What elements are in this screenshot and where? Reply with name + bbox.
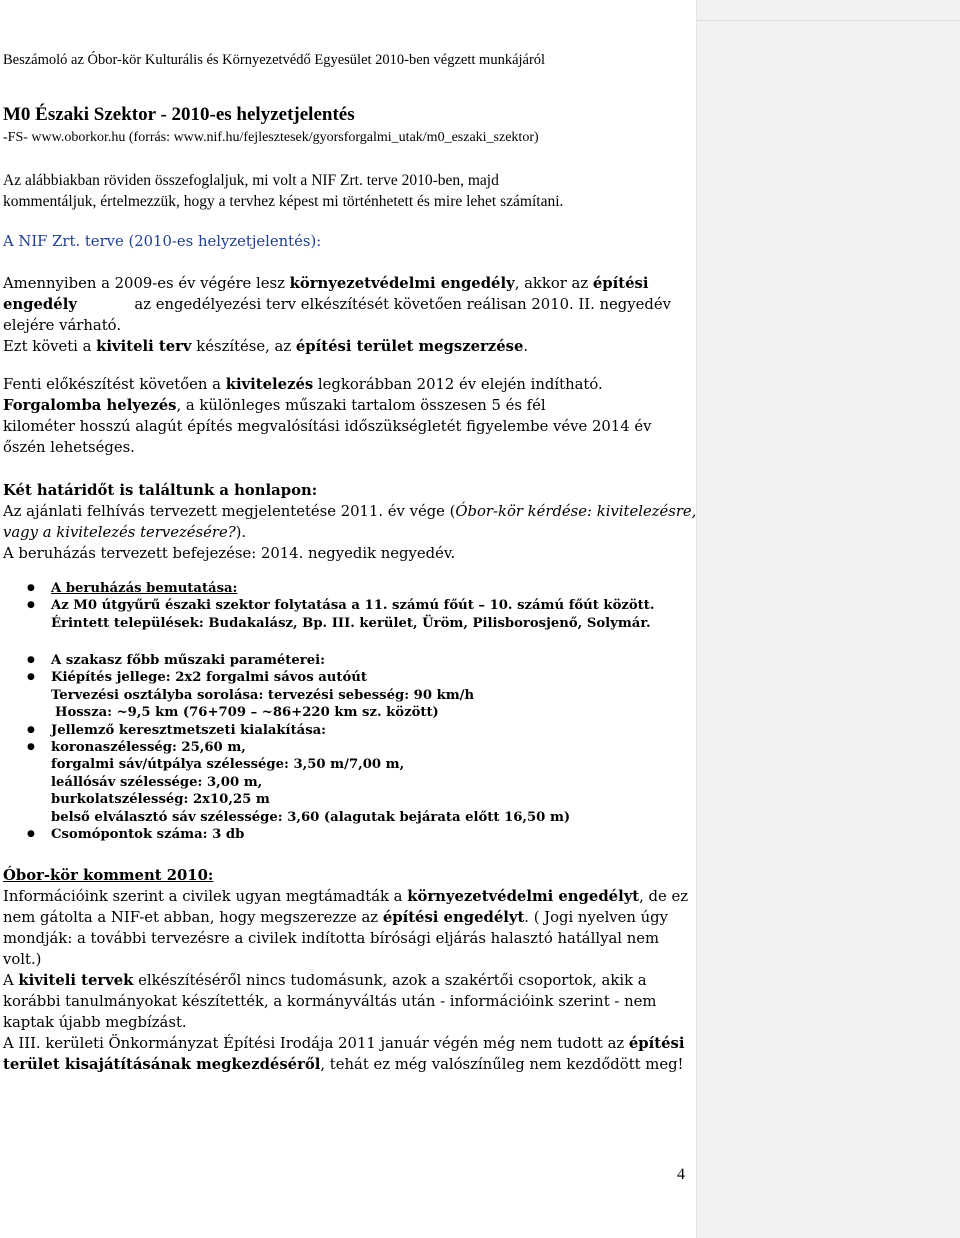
nif-plan-heading: A NIF Zrt. terve (2010-es helyzetjelentés): (3, 233, 322, 250)
margin-divider (697, 20, 960, 21)
construction-paragraph: Fenti előkészítést követően a kivitelezés legkorábban 2012 év elején indítható. Forgalomba helyezés, a különleges műszaki tartalom összesen 5 és fél kilométer hosszú alagút építés megvalósítási időszükségletét figyelembe véve 2014 év őszén lehetséges. (3, 376, 652, 456)
parameters-list (0, 652, 690, 843)
intro-line: Az alábbiakban röviden összefoglaljuk, mi volt a NIF Zrt. terve 2010-ben, majd (3, 172, 499, 189)
list-item: burkolatszélesség: 2x10,25 m (51, 792, 270, 808)
list-item: ● Csomópontok száma: 3 db (0, 826, 690, 843)
deadlines-section: Két határidőt is találtunk a honlapon: Az ajánlati felhívás tervezett megjelentetése 2011. év vége (Óbor-kör kérdése: kivitelezésre, vagy a kivitelezés tervezésére?). A beruházás tervezett befejezése: 2014. negyedik negyedév. (3, 482, 697, 562)
comment-section: Óbor-kör komment 2010: Információink szerint a civilek ugyan megtámadták a környezetvédelmi engedélyt, de ez nem gátolta a NIF-et abban, hogy megszerezze az építési engedélyt. ( Jogi nyelven úgy mondják: a további tervezésre a civilek indította bírósági eljárás halasztó hatállyal nem volt.) A kiviteli tervek elkészítéséről nincs tudomásunk, azok a szakértői csoportok, akik a korábbi tanulmányokat készítették, a kormányváltás után - információink szerint - nem kaptak újabb megbízást. A III. kerületi Önkormányzat Építési Irodája 2011 január végén még nem tudott az építési terület kisajátításának megkezdéséről, tehát ez még valószínűleg nem kezdődött meg! (3, 865, 693, 1075)
list-item: ● A szakasz főbb műszaki paraméterei: (0, 652, 690, 669)
list-item: ● Kiépítés jellege: 2x2 forgalmi sávos autóút (0, 669, 690, 686)
nif-plan-paragraph: Amennyiben a 2009-es év végére lesz környezetvédelmi engedély, akkor az építési engedély az engedélyezési terv elkészítését követően reálisan 2010. II. negyedév elejére várható. Ezt követi a kiviteli terv készítése, az építési terület megszerzése. (3, 275, 671, 355)
deadlines-heading: Két határidőt is találtunk a honlapon: (3, 482, 318, 499)
presentation-list (0, 580, 690, 632)
list-item: belső elválasztó sáv szélessége: 3,60 (alagutak bejárata előtt 16,50 m) (51, 809, 571, 825)
running-header: Beszámoló az Óbor-kör Kulturális és Környezetvédő Egyesület 2010-ben végzett munkájáról (3, 52, 546, 68)
list-item: ● Jellemző keresztmetszeti kialakítása: (0, 722, 690, 739)
comment-margin (696, 0, 960, 1238)
list-item: leállósáv szélessége: 3,00 m, (51, 774, 263, 790)
intro-paragraph (3, 170, 693, 212)
comment-heading: Óbor-kör komment 2010: (3, 867, 214, 884)
source-line: -FS- www.oborkor.hu (forrás: www.nif.hu/fejlesztesek/gyorsforgalmi_utak/m0_eszaki_szektor) (3, 130, 539, 145)
list-item: forgalmi sáv/útpálya szélessége: 3,50 m/7,00 m, (51, 757, 405, 773)
page-number: 4 (677, 1166, 685, 1183)
list-item: ● koronaszélesség: 25,60 m, (0, 739, 690, 756)
list-item: ● Az M0 útgyűrű északi szektor folytatása a 11. számú főút – 10. számú főút között. (0, 597, 690, 614)
page-title: M0 Északi Szektor - 2010-es helyzetjelentés (3, 104, 355, 125)
list-item: Érintett települések: Budakalász, Bp. III. kerület, Üröm, Pilisborosjenő, Solymár. (51, 615, 651, 631)
list-item: Hossza: ~9,5 km (76+709 – ~86+220 km sz. között) (55, 705, 439, 721)
intro-line: kommentáljuk, értelmezzük, hogy a tervhez képest mi történhetett és mire lehet számítani. (3, 193, 564, 210)
list-item: Tervezési osztályba sorolása: tervezési sebesség: 90 km/h (51, 687, 475, 703)
list-item: ● A beruházás bemutatása: (0, 580, 690, 597)
